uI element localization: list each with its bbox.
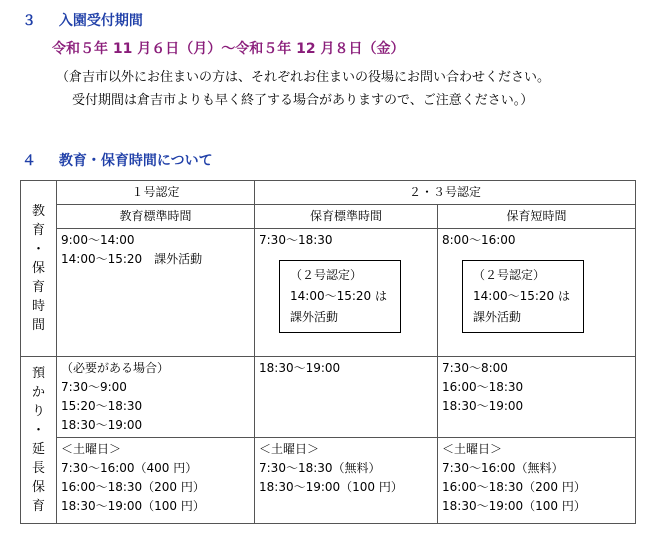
cell-line: 18:30～19:00（100 円） (442, 499, 586, 513)
row-label-char: 育 (31, 280, 45, 295)
table-header-row-2 (21, 205, 636, 229)
section-3-title: 入園受付期間 (58, 13, 143, 29)
row-label-char: か (31, 385, 45, 400)
note-line-1: （倉吉市以外にお住まいの方は、それぞれお住まいの役場にお問い合わせください。 (56, 70, 551, 85)
cell-r3c1 (57, 438, 255, 524)
cell-line: ＜土曜日＞ (61, 442, 122, 456)
header-col-1: 教育標準時間 (57, 205, 255, 229)
row-label-char: 預 (31, 366, 45, 381)
row-label-char: ・ (31, 242, 45, 257)
row-label-char: 育 (31, 499, 45, 514)
table-header-row-1 (21, 181, 636, 205)
cell-line: 15:20～18:30 (61, 399, 143, 413)
row-label-char: 延 (31, 442, 45, 457)
cell-line: （２号認定） (290, 268, 363, 282)
table-row-saturday (21, 438, 636, 524)
cell-r1c1 (57, 229, 255, 357)
schedule-table (20, 180, 636, 524)
cell-line: 7:30～8:00 (442, 361, 508, 375)
table-row-extended (21, 357, 636, 438)
row-label-char: 教 (31, 204, 45, 219)
cell-line: 18:30～19:00 (442, 399, 524, 413)
section-4-number: ４ (22, 153, 36, 169)
section-4-heading (22, 150, 213, 170)
cell-r1c2 (255, 229, 438, 357)
note-line-2: 受付期間は倉吉市よりも早く終了する場合がありますので、ご注意ください。） (72, 93, 534, 108)
note-box-r1c3 (462, 260, 584, 333)
cell-line: 7:30～16:00（400 円） (61, 461, 198, 475)
cell-line: 7:30～16:00（無料） (442, 461, 564, 475)
cell-line: 8:00～16:00 (442, 233, 516, 247)
cell-line: 14:00～15:20 課外活動 (61, 252, 203, 266)
cell-line: 16:00～18:30（200 円） (442, 480, 586, 494)
cell-line: 7:30～18:30（無料） (259, 461, 381, 475)
header-col-2: 保育標準時間 (255, 205, 438, 229)
cell-line: 7:30～18:30 (259, 233, 333, 247)
cell-line: 14:00～15:20 は (473, 289, 570, 303)
cell-line: 課外活動 (473, 310, 522, 324)
cell-line: 課外活動 (290, 310, 339, 324)
header-group-23: ２・３号認定 (255, 181, 636, 205)
table-row-education (21, 229, 636, 357)
cell-r3c3 (438, 438, 636, 524)
section-4-title: 教育・保育時間について (58, 153, 213, 169)
row-label-char: 育 (31, 223, 45, 238)
row-label-char: 間 (31, 318, 45, 333)
row-label-char: り (31, 404, 45, 419)
cell-r2c1 (57, 357, 255, 438)
section-3-number: ３ (22, 13, 36, 29)
cell-line: （必要がある場合） (61, 361, 170, 375)
note-box-r1c2 (279, 260, 401, 333)
cell-line: （２号認定） (473, 268, 546, 282)
header-group-1: １号認定 (57, 181, 255, 205)
row-label-char: 時 (31, 299, 45, 314)
cell-line: ＜土曜日＞ (259, 442, 320, 456)
cell-line: 18:30～19:00（100 円） (259, 480, 403, 494)
section-3-heading (22, 10, 143, 30)
row-label-char: 保 (31, 261, 45, 276)
cell-r1c3 (438, 229, 636, 357)
cell-line: ＜土曜日＞ (442, 442, 503, 456)
cell-r2c3 (438, 357, 636, 438)
row-label-char: ・ (31, 423, 45, 438)
header-col-3: 保育短時間 (438, 205, 636, 229)
cell-r2c2 (255, 357, 438, 438)
cell-line: 18:30～19:00 (61, 418, 143, 432)
cell-line: 18:30～19:00 (259, 361, 341, 375)
row-label-extended (21, 357, 57, 524)
cell-line: 16:00～18:30 (442, 380, 524, 394)
application-period: 令和５年 11 月６日（月）～令和５年 12 月８日（金） (52, 41, 405, 57)
cell-r3c2 (255, 438, 438, 524)
row-label-char: 長 (31, 461, 45, 476)
cell-line: 7:30～9:00 (61, 380, 127, 394)
row-label-char: 保 (31, 480, 45, 495)
cell-line: 14:00～15:20 は (290, 289, 387, 303)
cell-line: 18:30～19:00（100 円） (61, 499, 205, 513)
cell-line: 9:00～14:00 (61, 233, 135, 247)
row-label-education (21, 181, 57, 357)
cell-line: 16:00～18:30（200 円） (61, 480, 205, 494)
